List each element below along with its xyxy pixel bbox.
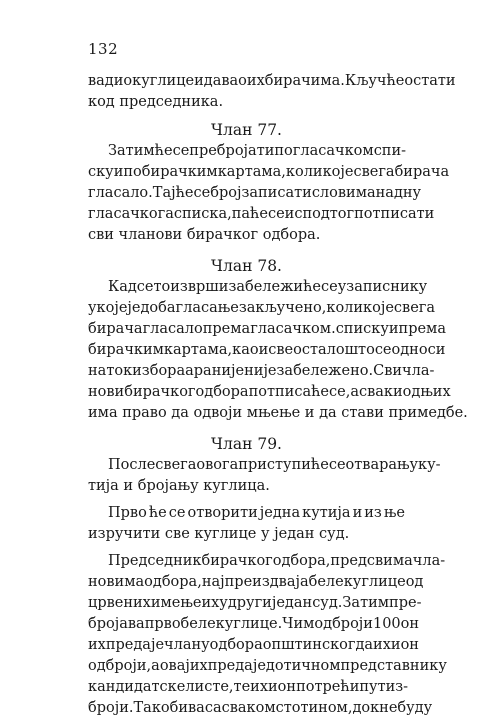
article-79-heading: Члан 79.	[211, 435, 282, 453]
text-line: Прво ће се отворити једна кутија и из ње	[108, 505, 405, 521]
page-text	[88, 71, 468, 719]
text-line: црвених и мење их у други један суд. Затим пре-	[88, 595, 422, 611]
text-line: нови бирачког одбора потписаће се, а сваки од њих	[88, 384, 451, 400]
text-line: има право да одвоји мњење и да стави примедбе.	[88, 405, 468, 421]
text-line: у које је доба гласање закључено, колико је свега	[88, 300, 436, 316]
page-number: 132	[88, 40, 119, 58]
text-line: изручити све куглице у један суд.	[88, 526, 350, 542]
text-line: новима одбора, најпре издваја беле куглице од	[88, 574, 424, 590]
text-line: одброји, а овај их предаје дотичном представнику	[88, 658, 447, 674]
text-line: кандидатске листе, те их и он по трећи пут из-	[88, 679, 409, 695]
text-line: код председника.	[88, 94, 224, 110]
text-line: Затим ће се пребројати по гласачком спи-	[108, 143, 407, 159]
text-line: на ток избора а раније није забележено. Сви чла-	[88, 363, 435, 379]
text-line: сви чланови бирачког одбора.	[88, 227, 321, 243]
text-line: бирача гласало према гласачком. списку и према	[88, 321, 446, 337]
text-line: гласачкога списка, па ће се испод тог потписати	[88, 206, 435, 222]
text-line: тија и бројању куглица.	[88, 478, 270, 494]
text-line: броји. Тако бива са сваком стотином, док не буду	[88, 700, 433, 716]
article-77-heading: Члан 77.	[211, 121, 282, 139]
text-line: Председник бирачког одбора, пред свима чла-	[108, 553, 446, 569]
article-78-heading: Члан 78.	[211, 257, 282, 275]
text-line: Кад се то изврши забележиће се у записнику	[108, 279, 428, 295]
text-line: вадио куглице и давао их бирачима. Кључ ће остати	[88, 73, 456, 89]
text-line: После свега овога приступиће се отварању ку-	[108, 457, 441, 473]
text-line: бирачким картама, као и све остало што се односи	[88, 342, 446, 358]
text-line: гласало. Тај ће се број записати словима на дну	[88, 185, 422, 201]
text-line: их предаје члану одбора општинског да их и он	[88, 637, 419, 653]
text-line: ску и по бирачким картама, колико је свега бирача	[88, 164, 450, 180]
text-line: бројава прво беле куглице. Чим одброји 100 он	[88, 616, 420, 632]
